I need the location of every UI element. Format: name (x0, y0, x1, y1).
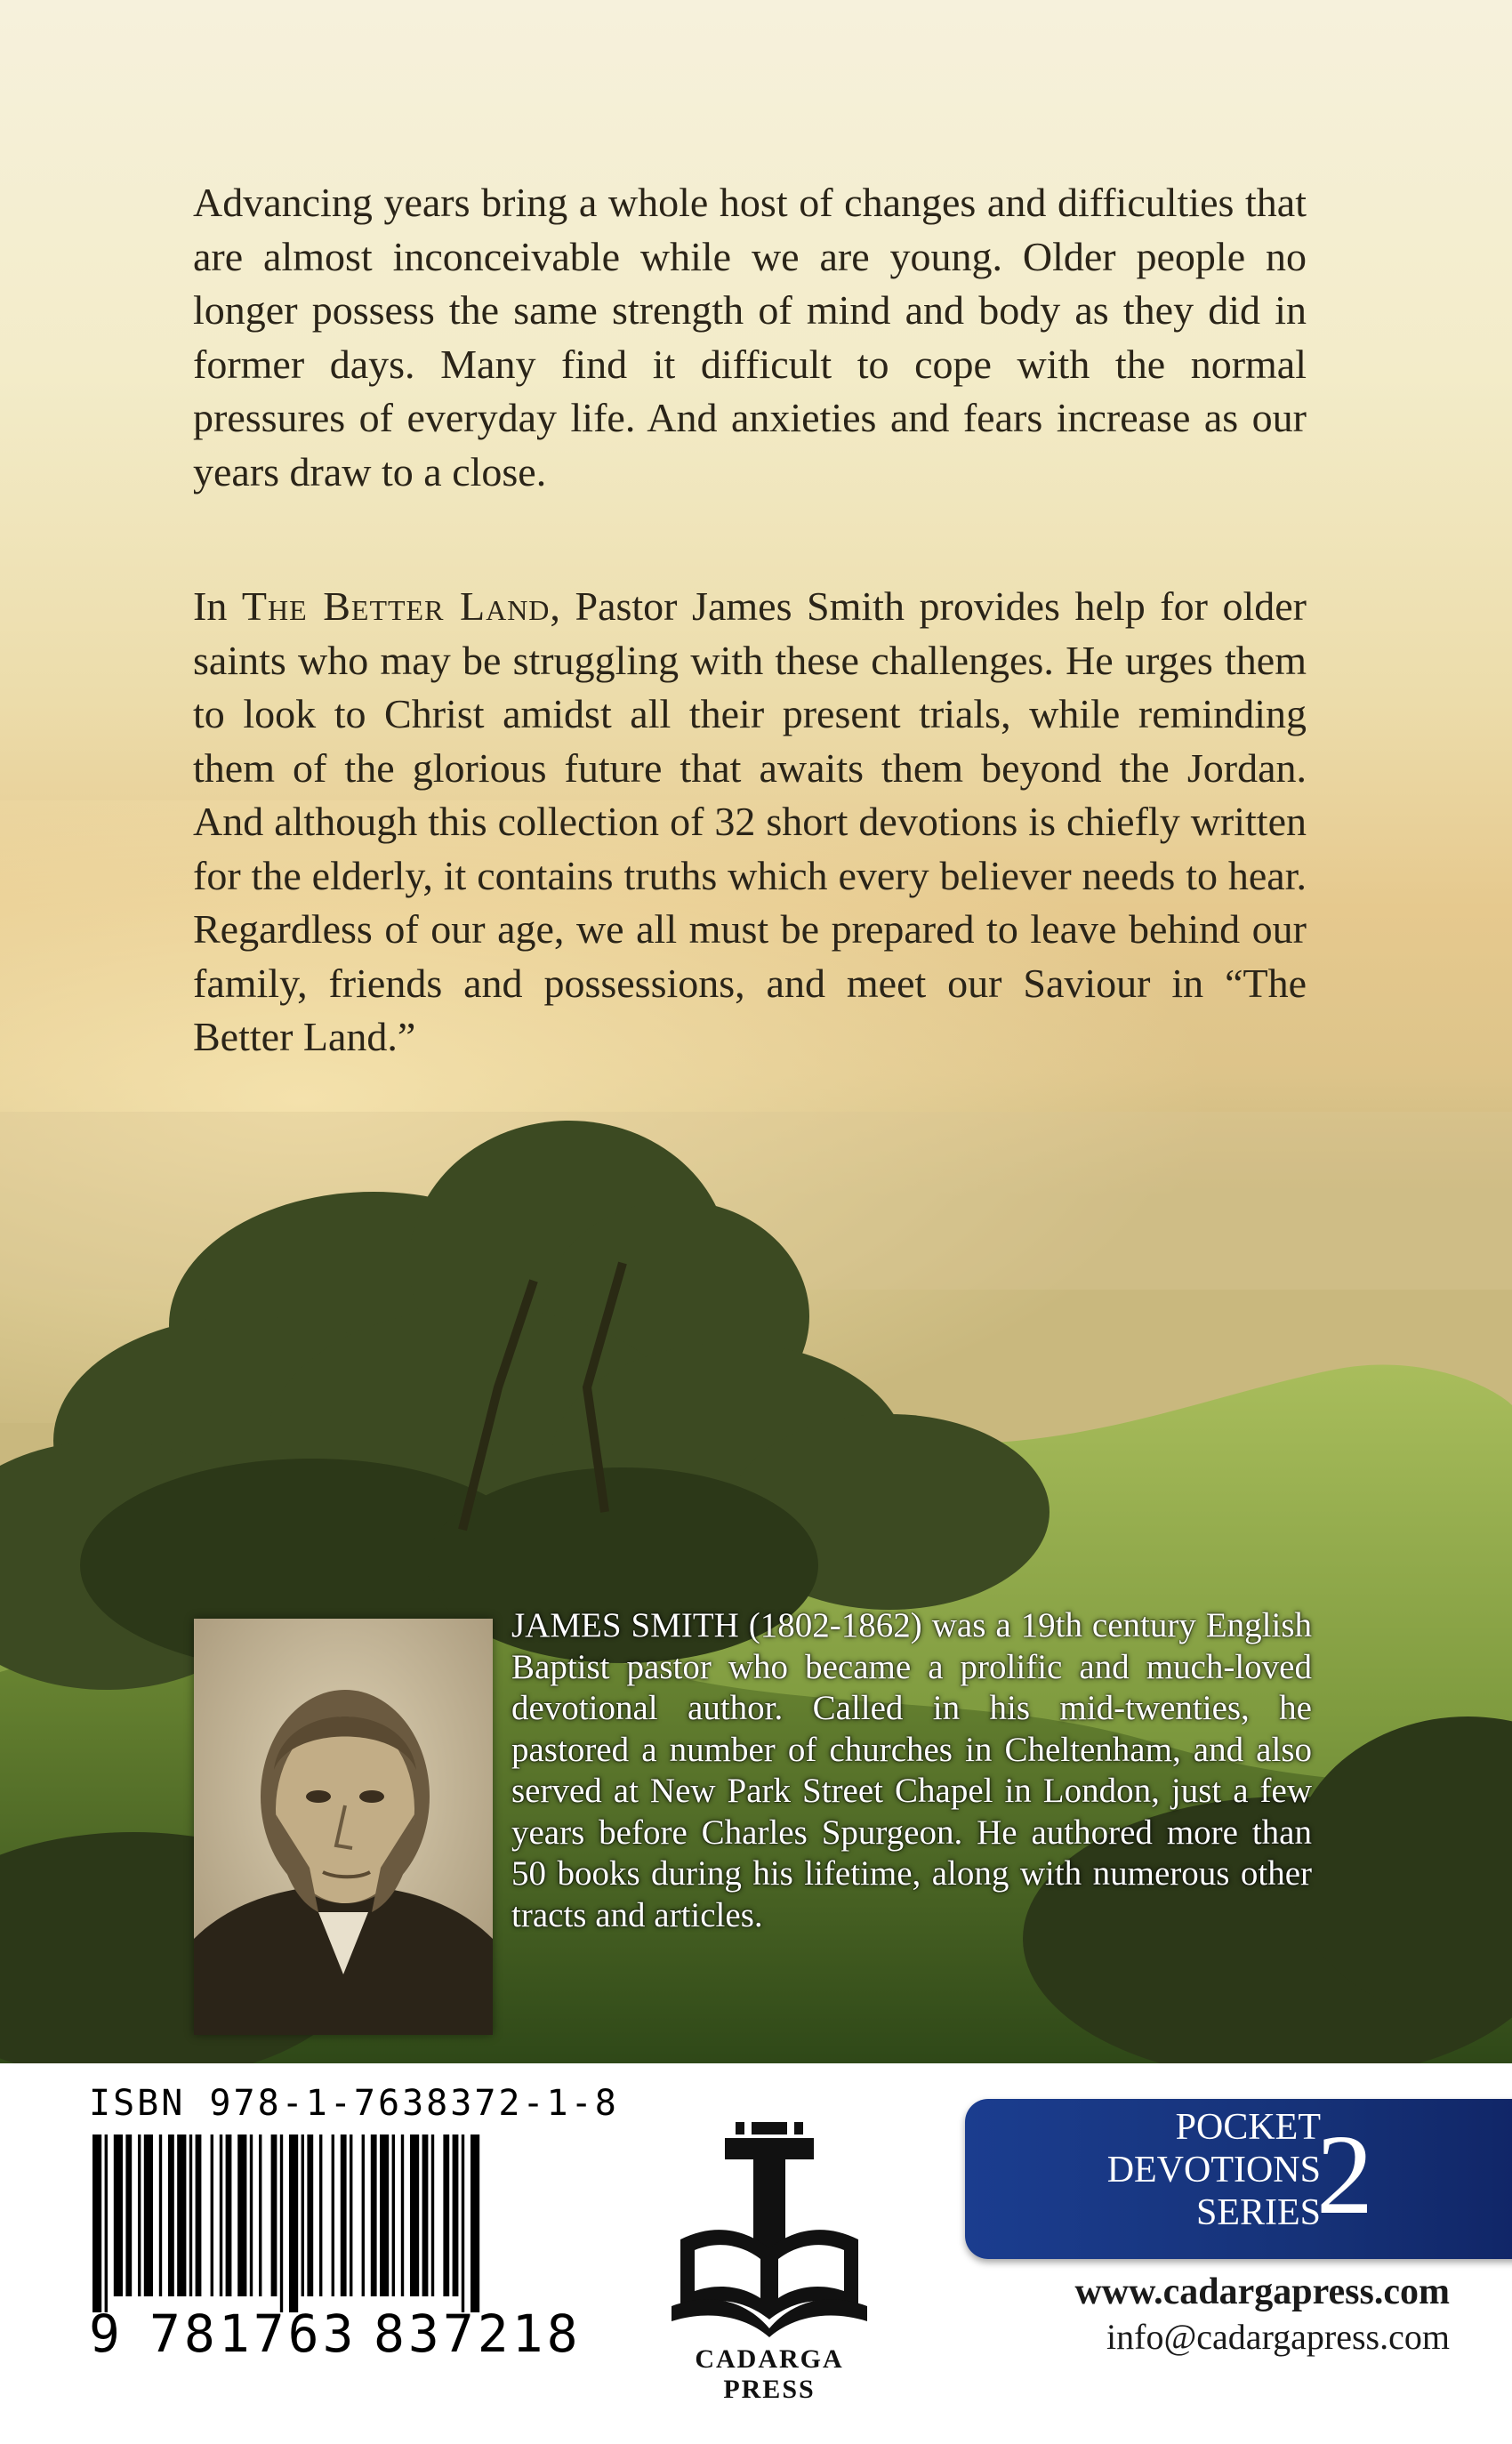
series-line3: SERIES (1195, 2192, 1321, 2233)
website-link[interactable]: www.cadargapress.com (1074, 2271, 1450, 2312)
portrait-engraving-icon (194, 1619, 493, 2035)
author-bio: JAMES SMITH (1802-1862) was a 19th century English Baptist pastor who became a prolific and much-loved devotional author. Called in his mid-twenties, he pastored a number of churches in Cheltenham, and also served at New Park Street Chapel in London, just a few years before Charles Spurgeon. He authored more than 50 books during his lifetime, along with numerous other tracts and articles. (511, 1606, 1312, 1934)
blurb-body: , Pastor James Smith provides help for older saints who may be struggling with these challenges. He urges them to look to Christ amidst all their present trials, while reminding them of the glorious future that awaits them beyond the Jordan. And although this collection of 32 short devotions is chiefly written for the elderly, it contains truths which every believer needs to hear. Regardless of our age, we all must be prepared to leave behind our family, friends and possessions, and meet our Saviour in “The Better Land.” (193, 583, 1307, 1059)
blurb-paragraph-2 (193, 580, 1307, 1065)
barcode-digits-left: 781763 (149, 2303, 358, 2364)
publisher-name-line2: PRESS (723, 2375, 816, 2404)
series-line2: DEVOTIONS (1106, 2150, 1321, 2191)
blurb-paragraph-1: Advancing years bring a whole host of changes and difficulties that are almost inconceivable while we are young. Older people no longer possess the same strength of mind and body as they did in former days. Many find it difficult to cope with the normal pressures of everyday life. And anxieties and fears increase as our years draw to a close. (193, 180, 1307, 494)
series-number: 2 (1316, 2111, 1373, 2238)
book-title-inline: The Better Land (241, 583, 551, 629)
email-link[interactable]: info@cadargapress.com (1106, 2317, 1450, 2357)
author-portrait (194, 1619, 493, 2035)
isbn-barcode (89, 2134, 587, 2312)
book-pillar-logo-icon (672, 2115, 867, 2337)
isbn-label: ISBN 978-1-7638372-1-8 (89, 2083, 619, 2124)
barcode-digits-right: 837218 (374, 2303, 582, 2364)
blurb-prefix: In (193, 583, 242, 629)
series-line1: POCKET (1175, 2107, 1321, 2148)
publisher-name-line1: CADARGA (695, 2344, 844, 2374)
barcode-digit-first: 9 (89, 2303, 120, 2364)
series-label (1036, 2106, 1321, 2234)
